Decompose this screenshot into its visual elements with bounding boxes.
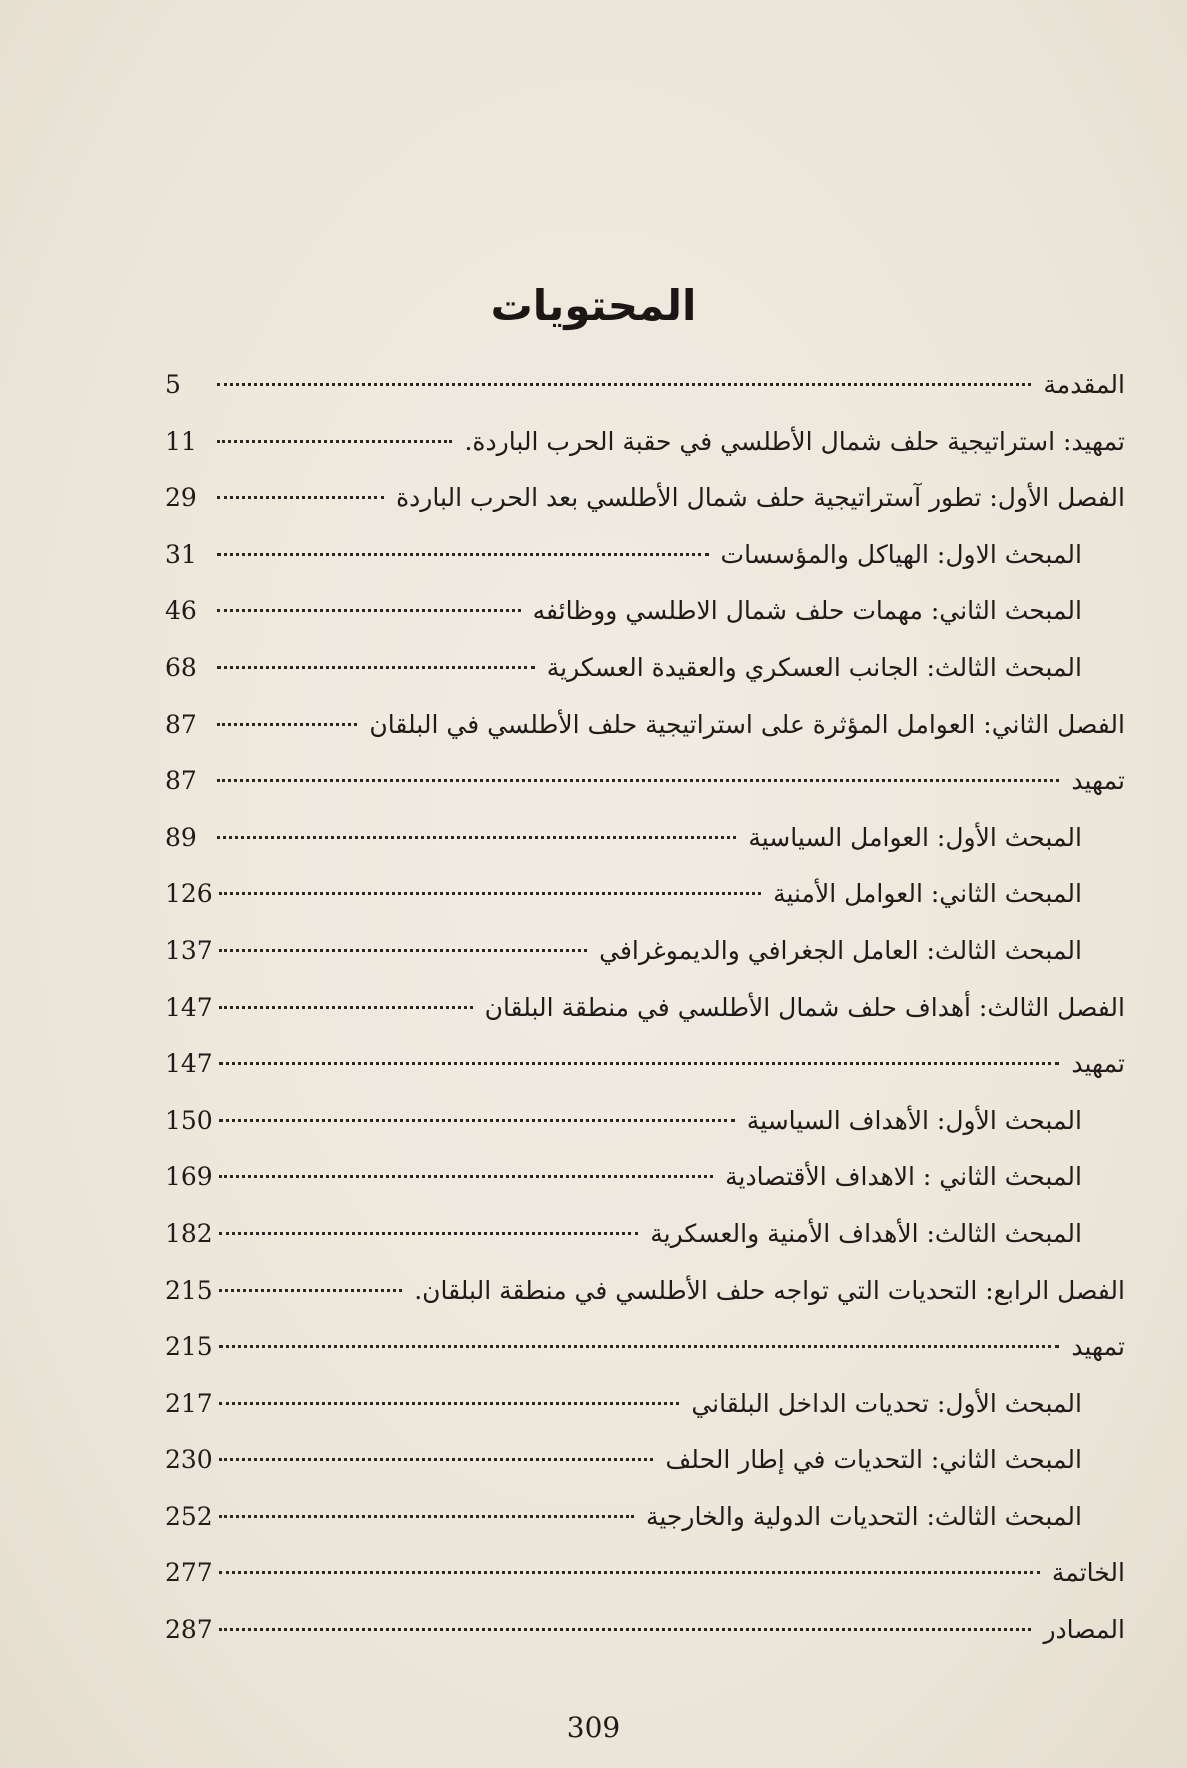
toc-entry-page: 31	[165, 539, 197, 569]
dot-leader	[217, 440, 452, 443]
toc-entry-label: المصادر	[1043, 1615, 1125, 1645]
dot-leader	[219, 1458, 654, 1461]
dot-leader	[219, 949, 587, 952]
toc-entry	[165, 1602, 1125, 1659]
dot-leader	[219, 1571, 1040, 1574]
contents-heading: المحتويات	[490, 281, 697, 331]
toc-entry-page: 46	[165, 596, 197, 626]
toc-entry	[165, 1545, 1125, 1602]
dot-leader	[219, 892, 761, 895]
dot-leader	[219, 1062, 1060, 1065]
toc-entry-label: المبحث الأول: الأهداف السياسية	[746, 1105, 1082, 1135]
toc-entry	[165, 527, 1125, 584]
toc-entry-page: 217	[165, 1388, 213, 1418]
dot-leader	[217, 553, 709, 556]
toc-entry-page: 182	[165, 1218, 213, 1248]
dot-leader	[219, 1402, 680, 1405]
dot-leader	[217, 779, 1059, 782]
toc-entry-label: الفصل الأول: تطور آستراتيجية حلف شمال الأطلسي بعد الحرب الباردة	[396, 483, 1125, 513]
dot-leader	[219, 1119, 735, 1122]
toc-entry-page: 215	[165, 1275, 213, 1305]
dot-leader	[219, 1515, 634, 1518]
dot-leader	[217, 383, 1031, 386]
dot-leader	[217, 666, 535, 669]
toc-entry-label: المقدمة	[1043, 370, 1125, 399]
toc-entry	[165, 414, 1125, 471]
dot-leader	[219, 1289, 402, 1292]
toc-entry-label: الفصل الرابع: التحديات التي تواجه حلف الأطلسي في منطقة البلقان.	[414, 1275, 1125, 1305]
toc-entry-label: المبحث الثالث: الجانب العسكري والعقيدة العسكرية	[546, 652, 1082, 682]
toc-entry	[165, 1206, 1125, 1263]
toc-entry	[165, 1319, 1125, 1376]
toc-entry-label: تمهيد	[1071, 1332, 1125, 1362]
toc-entry	[165, 1149, 1125, 1206]
toc-entry-page: 87	[165, 709, 197, 739]
toc-entry-page: 11	[165, 426, 197, 456]
dot-leader	[219, 1345, 1060, 1348]
toc-entry	[165, 357, 1125, 414]
toc-entry	[165, 980, 1125, 1037]
toc-entry-page: 89	[165, 822, 197, 852]
page-number: 309	[566, 1711, 621, 1744]
toc-entry-page: 147	[165, 1049, 213, 1079]
toc-entry-page: 150	[165, 1105, 213, 1135]
toc-entry-page: 169	[165, 1162, 213, 1192]
toc-entry	[165, 923, 1125, 980]
dot-leader	[219, 1175, 713, 1178]
toc-entry-label: المبحث الأول: تحديات الداخل البلقاني	[691, 1388, 1082, 1418]
toc-entry-page: 137	[165, 935, 213, 965]
table-of-contents	[165, 357, 1125, 1659]
toc-entry-page: 29	[165, 483, 197, 513]
toc-entry	[165, 1093, 1125, 1150]
dot-leader	[217, 723, 357, 726]
toc-entry-page: 230	[165, 1445, 213, 1475]
toc-entry-label: المبحث الأول: العوامل السياسية	[748, 822, 1082, 852]
dot-leader	[217, 609, 521, 612]
toc-entry-label: الفصل الثالث: أهداف حلف شمال الأطلسي في منطقة البلقان	[484, 992, 1125, 1022]
dot-leader	[217, 836, 736, 839]
toc-entry	[165, 866, 1125, 923]
toc-entry	[165, 470, 1125, 527]
toc-entry	[165, 583, 1125, 640]
toc-entry	[165, 697, 1125, 754]
dot-leader	[219, 1628, 1032, 1631]
toc-entry	[165, 1432, 1125, 1489]
toc-entry-page: 126	[165, 879, 213, 909]
toc-entry-label: المبحث الثالث: العامل الجغرافي والديموغرافي	[599, 935, 1082, 965]
dot-leader	[219, 1006, 473, 1009]
toc-entry-page: 215	[165, 1332, 213, 1362]
toc-entry-page: 147	[165, 992, 213, 1022]
toc-entry-label: الفصل الثاني: العوامل المؤثرة على استراتيجية حلف الأطلسي في البلقان	[369, 709, 1125, 739]
toc-entry-label: المبحث الثاني: التحديات في إطار الحلف	[665, 1445, 1082, 1475]
toc-entry-label: تمهيد: استراتيجية حلف شمال الأطلسي في حقبة الحرب الباردة.	[464, 426, 1125, 456]
toc-entry	[165, 1036, 1125, 1093]
toc-entry	[165, 1263, 1125, 1320]
dot-leader	[217, 496, 384, 499]
toc-entry-label: المبحث الثالث: التحديات الدولية والخارجية	[645, 1501, 1082, 1531]
toc-entry-page: 87	[165, 766, 197, 796]
toc-entry-label: تمهيد	[1071, 766, 1125, 796]
toc-entry-label: تمهيد	[1071, 1049, 1125, 1079]
toc-entry-page: 287	[165, 1615, 213, 1645]
toc-entry	[165, 810, 1125, 867]
toc-entry	[165, 1376, 1125, 1433]
toc-entry-page: 252	[165, 1501, 213, 1531]
dot-leader	[219, 1232, 639, 1235]
toc-entry-label: الخاتمة	[1051, 1558, 1125, 1588]
toc-entry-page: 277	[165, 1558, 213, 1588]
toc-entry-label: المبحث الثالث: الأهداف الأمنية والعسكرية	[650, 1218, 1082, 1248]
toc-entry-page: 68	[165, 652, 197, 682]
toc-entry-label: المبحث الثاني: مهمات حلف شمال الاطلسي ووظائفه	[532, 596, 1082, 626]
toc-entry-label: المبحث الثاني : الاهداف الأقتصادية	[725, 1162, 1082, 1192]
toc-entry-label: المبحث الثاني: العوامل الأمنية	[773, 879, 1082, 909]
toc-entry	[165, 753, 1125, 810]
toc-entry	[165, 640, 1125, 697]
toc-entry	[165, 1489, 1125, 1546]
toc-entry-label: المبحث الاول: الهياكل والمؤسسات	[720, 539, 1082, 569]
toc-entry-page: 5	[165, 370, 181, 399]
